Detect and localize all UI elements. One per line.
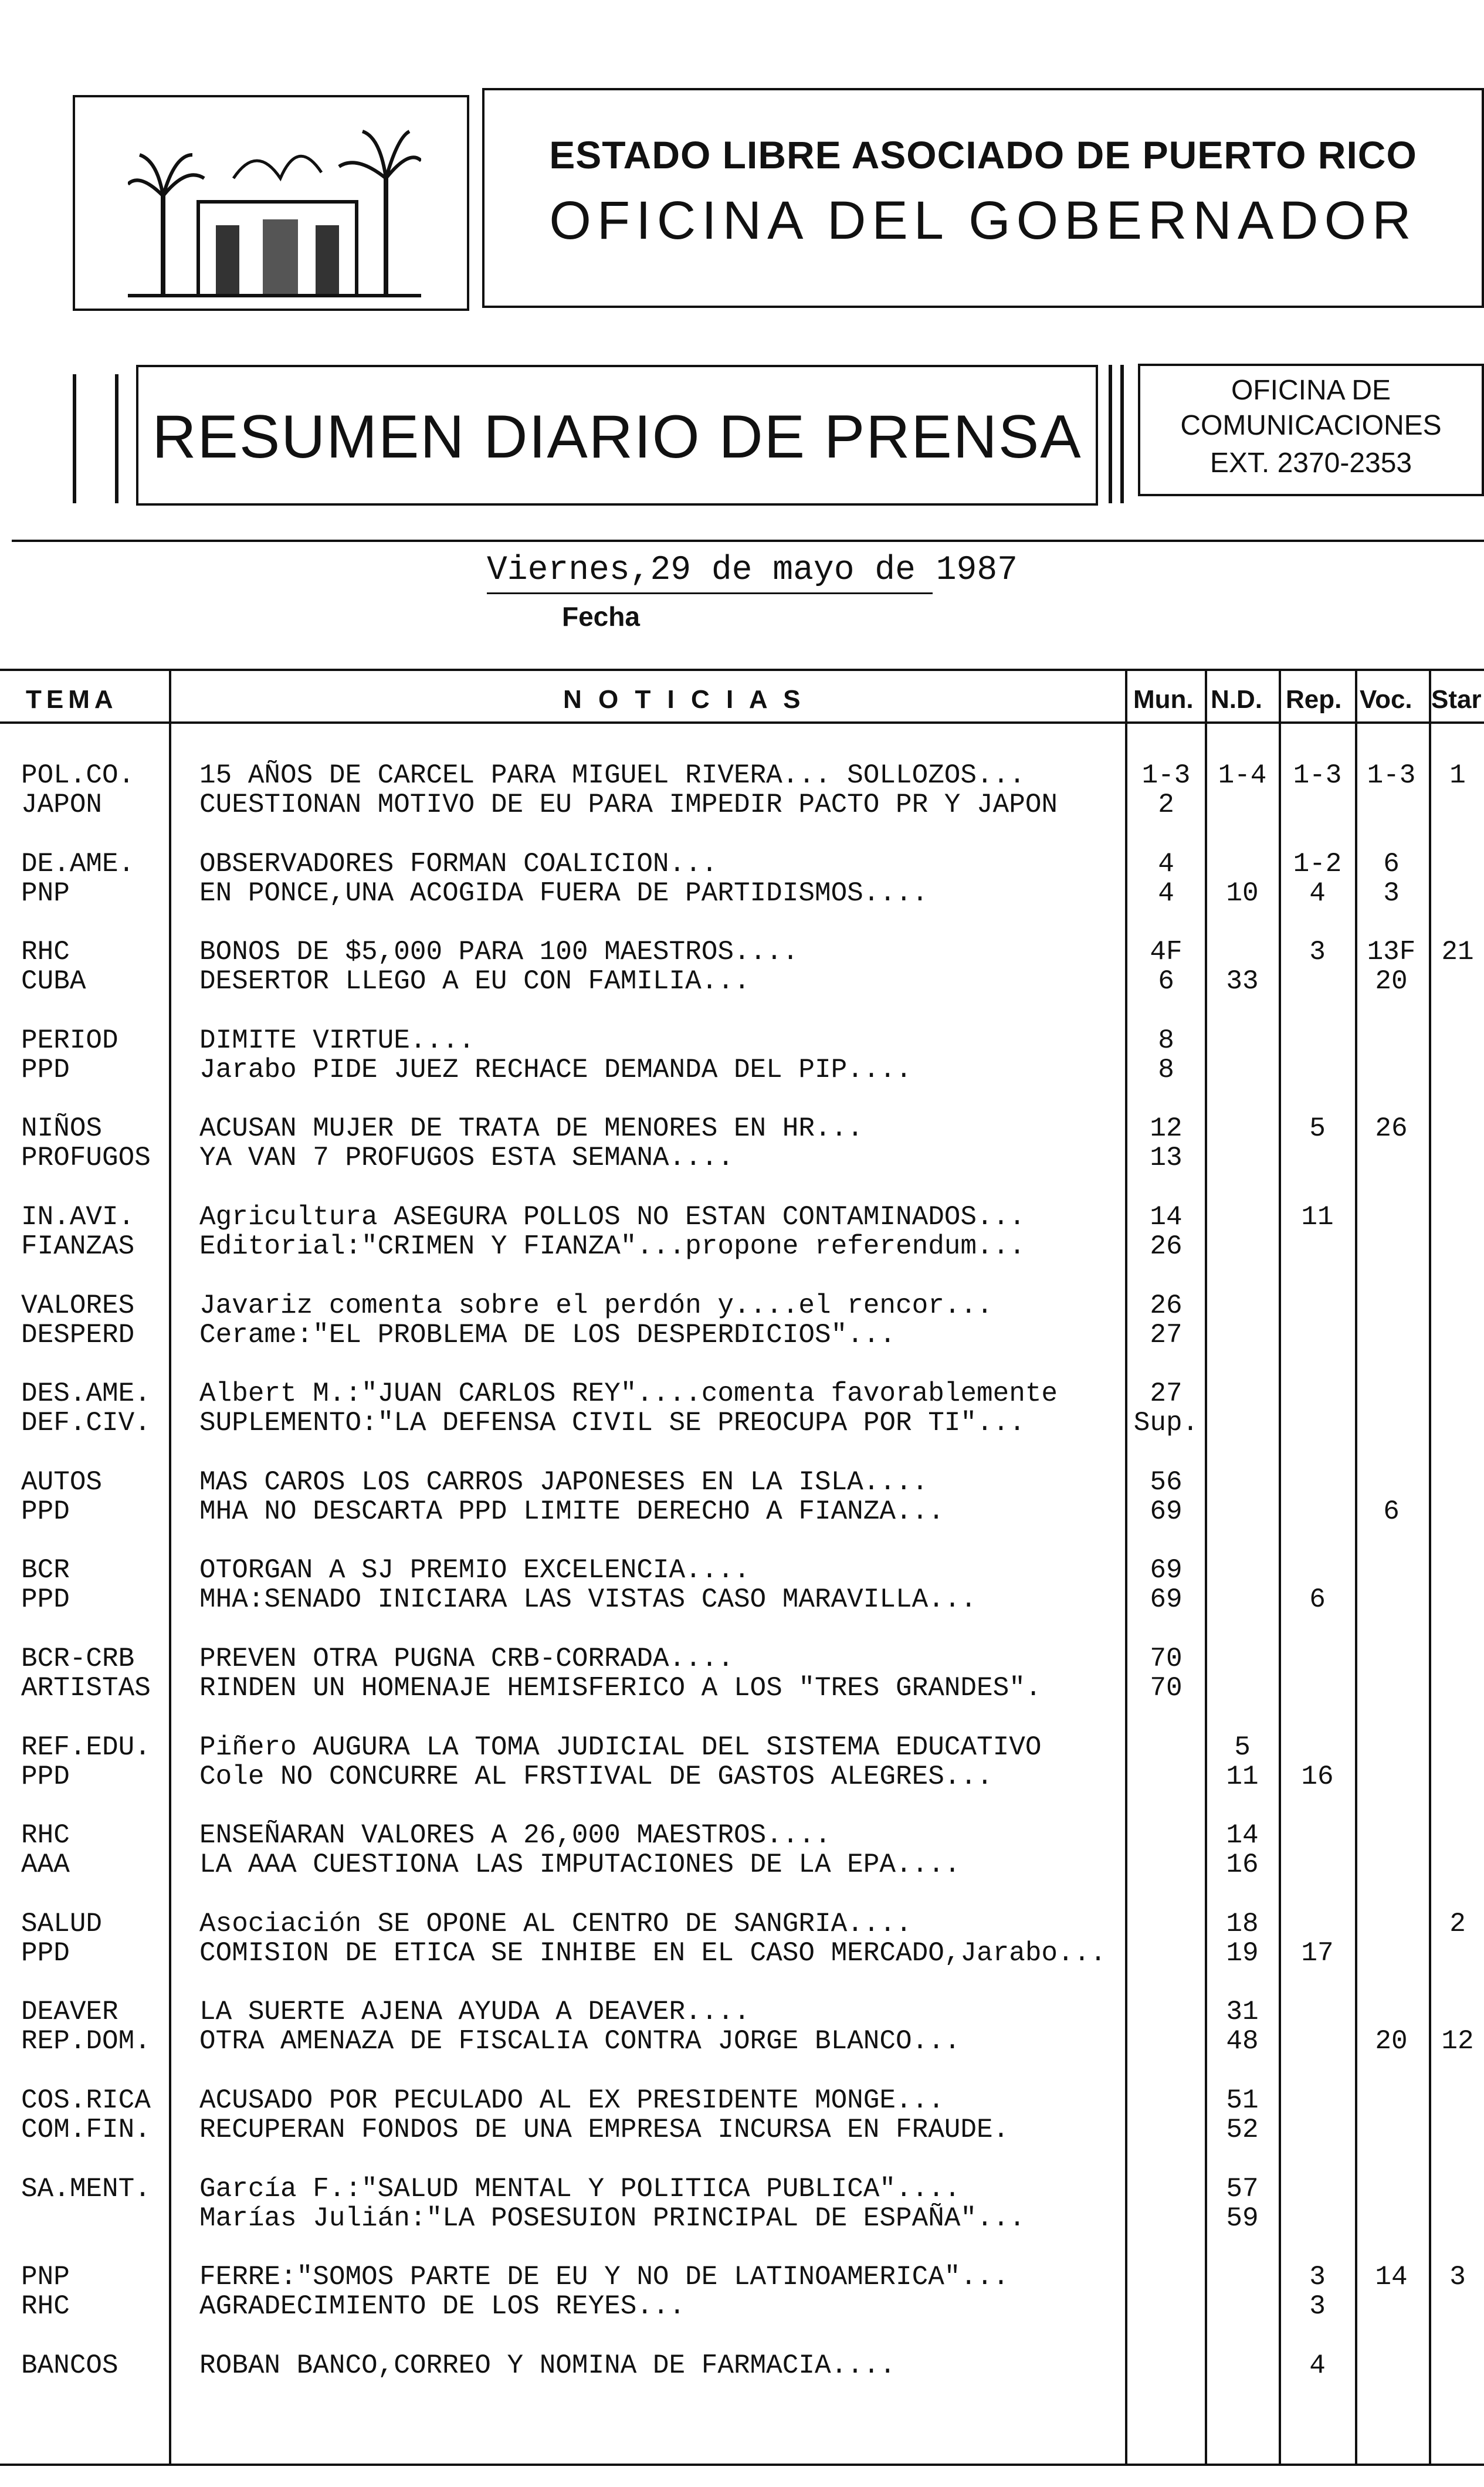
row-nd: 14 bbox=[1226, 1820, 1259, 1851]
row-rep: 4 bbox=[1309, 877, 1326, 909]
row-noticia: COMISION DE ETICA SE INHIBE EN EL CASO MERCADO,Jarabo... bbox=[199, 1937, 1106, 1968]
row-tema: BCR-CRB bbox=[21, 1644, 135, 1674]
row-voc: 26 bbox=[1375, 1113, 1408, 1144]
government-name: ESTADO LIBRE ASOCIADO DE PUERTO RICO bbox=[549, 133, 1417, 177]
row-noticia: RECUPERAN FONDOS DE UNA EMPRESA INCURSA EN FRAUDE. bbox=[199, 2115, 1009, 2145]
row-mun: 4 bbox=[1158, 848, 1174, 879]
row-mun: 4F bbox=[1150, 937, 1183, 968]
row-mun: 1-3 bbox=[1141, 760, 1191, 791]
row-rep: 3 bbox=[1309, 2291, 1326, 2322]
row-mun: 26 bbox=[1150, 1290, 1183, 1321]
communications-box bbox=[1138, 364, 1484, 496]
row-mun: 13 bbox=[1150, 1143, 1183, 1174]
row-rep: 3 bbox=[1309, 937, 1326, 968]
row-tema: AUTOS bbox=[21, 1466, 103, 1497]
row-star: 2 bbox=[1449, 1908, 1466, 1939]
row-nd: 33 bbox=[1226, 966, 1259, 997]
office-label: OFICINA DE bbox=[1231, 375, 1391, 406]
row-tema: NIÑOS bbox=[21, 1113, 103, 1144]
row-nd: 52 bbox=[1226, 2115, 1259, 2145]
extension-label: EXT. 2370-2353 bbox=[1209, 448, 1412, 479]
row-tema: DEF.CIV. bbox=[21, 1408, 151, 1439]
row-noticia: Marías Julián:"LA POSESUION PRINCIPAL DE ESPAÑA"... bbox=[199, 2203, 1025, 2234]
communications-label: COMUNICACIONES bbox=[1180, 410, 1442, 441]
seal-logo-box bbox=[73, 95, 469, 311]
row-tema: PPD bbox=[21, 1761, 70, 1792]
row-noticia: Piñero AUGURA LA TOMA JUDICIAL DEL SISTEMA EDUCATIVO bbox=[199, 1732, 1042, 1763]
row-mun: 69 bbox=[1150, 1584, 1183, 1615]
row-noticia: García F.:"SALUD MENTAL Y POLITICA PUBLICA".... bbox=[199, 2173, 961, 2204]
row-noticia: SUPLEMENTO:"LA DEFENSA CIVIL SE PREOCUPA POR TI"... bbox=[199, 1408, 1025, 1439]
row-tema: ARTISTAS bbox=[21, 1673, 151, 1703]
row-rep: 11 bbox=[1301, 1202, 1334, 1232]
table-bottom-border bbox=[0, 2464, 1484, 2466]
row-rep: 1-2 bbox=[1293, 848, 1342, 879]
row-voc: 1-3 bbox=[1367, 760, 1416, 791]
row-tema: DE.AME. bbox=[21, 848, 135, 879]
row-noticia: MHA:SENADO INICIARA LAS VISTAS CASO MARAVILLA... bbox=[199, 1584, 977, 1615]
row-voc: 6 bbox=[1383, 1496, 1400, 1527]
row-nd: 19 bbox=[1226, 1937, 1259, 1968]
row-tema: SA.MENT. bbox=[21, 2173, 151, 2204]
row-rep: 16 bbox=[1301, 1761, 1334, 1792]
header-tema: TEMA bbox=[26, 685, 118, 714]
row-mun: 8 bbox=[1158, 1025, 1174, 1056]
row-noticia: Editorial:"CRIMEN Y FIANZA"...propone referendum... bbox=[199, 1231, 1025, 1262]
row-mun: 2 bbox=[1158, 790, 1174, 820]
header-mun: Mun. bbox=[1133, 685, 1194, 714]
row-noticia: OBSERVADORES FORMAN COALICION... bbox=[199, 848, 718, 879]
row-voc: 13F bbox=[1367, 937, 1416, 968]
row-star: 3 bbox=[1449, 2262, 1466, 2293]
row-nd: 51 bbox=[1226, 2085, 1259, 2116]
row-rep: 17 bbox=[1301, 1937, 1334, 1968]
banner-rule bbox=[1109, 365, 1112, 503]
row-noticia: FERRE:"SOMOS PARTE DE EU Y NO DE LATINOAMERICA"... bbox=[199, 2262, 1009, 2293]
row-tema: PPD bbox=[21, 1584, 70, 1615]
row-tema: DES.AME. bbox=[21, 1378, 151, 1409]
row-nd: 31 bbox=[1226, 1997, 1259, 2028]
row-mun: 6 bbox=[1158, 966, 1174, 997]
row-noticia: RINDEN UN HOMENAJE HEMISFERICO A LOS "TRES GRANDES". bbox=[199, 1673, 1042, 1703]
row-tema: COS.RICA bbox=[21, 2085, 151, 2116]
row-tema: DESPERD bbox=[21, 1319, 135, 1350]
row-nd: 1-4 bbox=[1218, 760, 1267, 791]
row-noticia: OTORGAN A SJ PREMIO EXCELENCIA.... bbox=[199, 1555, 750, 1586]
row-voc: 6 bbox=[1383, 848, 1400, 879]
row-tema: PERIOD bbox=[21, 1025, 118, 1056]
row-noticia: YA VAN 7 PROFUGOS ESTA SEMANA.... bbox=[199, 1143, 734, 1174]
row-rep: 5 bbox=[1309, 1113, 1326, 1144]
row-tema: PPD bbox=[21, 1496, 70, 1527]
header-rep: Rep. bbox=[1286, 685, 1342, 714]
row-rep: 1-3 bbox=[1293, 760, 1342, 791]
row-tema: RHC bbox=[21, 2291, 70, 2322]
row-noticia: DIMITE VIRTUE.... bbox=[199, 1025, 475, 1056]
row-voc: 20 bbox=[1375, 966, 1408, 997]
row-rep: 3 bbox=[1309, 2262, 1326, 2293]
row-tema: PROFUGOS bbox=[21, 1143, 151, 1174]
row-noticia: PREVEN OTRA PUGNA CRB-CORRADA.... bbox=[199, 1644, 734, 1674]
row-tema: PPD bbox=[21, 1937, 70, 1968]
row-tema: CUBA bbox=[21, 966, 86, 997]
column-divider bbox=[169, 669, 171, 2464]
row-nd: 57 bbox=[1226, 2173, 1259, 2204]
banner-rule bbox=[115, 374, 118, 503]
row-noticia: Cole NO CONCURRE AL FRSTIVAL DE GASTOS ALEGRES... bbox=[199, 1761, 993, 1792]
header-divider bbox=[12, 540, 1484, 542]
report-date: Viernes,29 de mayo de 1987 bbox=[487, 551, 1018, 589]
header-star: Star bbox=[1431, 685, 1482, 714]
row-noticia: EN PONCE,UNA ACOGIDA FUERA DE PARTIDISMOS.... bbox=[199, 877, 929, 909]
row-noticia: CUESTIONAN MOTIVO DE EU PARA IMPEDIR PACTO PR Y JAPON bbox=[199, 790, 1058, 820]
row-tema: SALUD bbox=[21, 1908, 103, 1939]
row-noticia: Asociación SE OPONE AL CENTRO DE SANGRIA.... bbox=[199, 1908, 912, 1939]
row-mun: 26 bbox=[1150, 1231, 1183, 1262]
row-tema: RHC bbox=[21, 1820, 70, 1851]
row-tema: REP.DOM. bbox=[21, 2026, 151, 2057]
row-mun: 69 bbox=[1150, 1496, 1183, 1527]
row-tema: AAA bbox=[21, 1849, 70, 1881]
row-mun: 14 bbox=[1150, 1202, 1183, 1232]
row-tema: JAPON bbox=[21, 790, 103, 820]
row-star: 1 bbox=[1449, 760, 1466, 791]
table-header-border bbox=[0, 721, 1484, 724]
row-noticia: OTRA AMENAZA DE FISCALIA CONTRA JORGE BLANCO... bbox=[199, 2026, 961, 2057]
table-top-border bbox=[0, 669, 1484, 671]
row-nd: 18 bbox=[1226, 1908, 1259, 1939]
row-noticia: Agricultura ASEGURA POLLOS NO ESTAN CONTAMINADOS... bbox=[199, 1202, 1025, 1232]
row-mun: 12 bbox=[1150, 1113, 1183, 1144]
row-noticia: Cerame:"EL PROBLEMA DE LOS DESPERDICIOS"... bbox=[199, 1319, 896, 1350]
row-mun: 8 bbox=[1158, 1054, 1174, 1085]
header-noticias: N O T I C I A S bbox=[563, 685, 805, 714]
row-star: 12 bbox=[1441, 2026, 1474, 2057]
row-mun: 56 bbox=[1150, 1466, 1183, 1497]
row-tema: PNP bbox=[21, 877, 70, 909]
row-nd: 16 bbox=[1226, 1849, 1259, 1881]
row-nd: 48 bbox=[1226, 2026, 1259, 2057]
row-mun: 27 bbox=[1150, 1319, 1183, 1350]
row-voc: 3 bbox=[1383, 877, 1400, 909]
row-tema: PNP bbox=[21, 2262, 70, 2293]
government-title-box bbox=[482, 88, 1484, 308]
row-mun: Sup. bbox=[1133, 1408, 1199, 1439]
row-mun: 70 bbox=[1150, 1644, 1183, 1674]
row-nd: 10 bbox=[1226, 877, 1259, 909]
banner-rule bbox=[1120, 365, 1124, 503]
row-noticia: ACUSADO POR PECULADO AL EX PRESIDENTE MONGE... bbox=[199, 2085, 944, 2116]
date-label: Fecha bbox=[562, 601, 640, 632]
row-rep: 4 bbox=[1309, 2350, 1326, 2381]
header-voc: Voc. bbox=[1360, 685, 1412, 714]
row-noticia: MAS CAROS LOS CARROS JAPONESES EN LA ISLA.... bbox=[199, 1466, 929, 1497]
palm-building-logo-icon bbox=[128, 108, 421, 301]
summary-title: RESUMEN DIARIO DE PRENSA bbox=[152, 403, 1082, 471]
row-noticia: Albert M.:"JUAN CARLOS REY"....comenta favorablemente bbox=[199, 1378, 1058, 1409]
row-voc: 14 bbox=[1375, 2262, 1408, 2293]
row-nd: 5 bbox=[1234, 1732, 1251, 1763]
date-underline bbox=[487, 592, 933, 594]
row-voc: 20 bbox=[1375, 2026, 1408, 2057]
row-tema: DEAVER bbox=[21, 1997, 118, 2028]
row-noticia: Javariz comenta sobre el perdón y....el rencor... bbox=[199, 1290, 993, 1321]
office-name: OFICINA DEL GOBERNADOR bbox=[549, 191, 1417, 250]
row-mun: 27 bbox=[1150, 1378, 1183, 1409]
row-tema: COM.FIN. bbox=[21, 2115, 151, 2145]
row-noticia: LA SUERTE AJENA AYUDA A DEAVER.... bbox=[199, 1997, 750, 2028]
row-tema: RHC bbox=[21, 937, 70, 968]
row-star: 21 bbox=[1441, 937, 1474, 968]
row-nd: 11 bbox=[1226, 1761, 1259, 1792]
row-tema: PPD bbox=[21, 1054, 70, 1085]
row-noticia: DESERTOR LLEGO A EU CON FAMILIA... bbox=[199, 966, 750, 997]
row-mun: 70 bbox=[1150, 1673, 1183, 1703]
row-tema: VALORES bbox=[21, 1290, 135, 1321]
row-noticia: ENSEÑARAN VALORES A 26,000 MAESTROS.... bbox=[199, 1820, 831, 1851]
row-tema: IN.AVI. bbox=[21, 1202, 135, 1232]
row-noticia: LA AAA CUESTIONA LAS IMPUTACIONES DE LA EPA.... bbox=[199, 1849, 961, 1881]
row-tema: REF.EDU. bbox=[21, 1732, 151, 1763]
row-noticia: MHA NO DESCARTA PPD LIMITE DERECHO A FIANZA... bbox=[199, 1496, 944, 1527]
row-tema: FIANZAS bbox=[21, 1231, 135, 1262]
row-noticia: ROBAN BANCO,CORREO Y NOMINA DE FARMACIA.... bbox=[199, 2350, 896, 2381]
header-nd: N.D. bbox=[1211, 685, 1262, 714]
row-mun: 69 bbox=[1150, 1555, 1183, 1586]
banner-rule bbox=[73, 374, 76, 503]
row-nd: 59 bbox=[1226, 2203, 1259, 2234]
row-noticia: BONOS DE $5,000 PARA 100 MAESTROS.... bbox=[199, 937, 799, 968]
row-tema: BCR bbox=[21, 1555, 70, 1586]
row-rep: 6 bbox=[1309, 1584, 1326, 1615]
row-tema: BANCOS bbox=[21, 2350, 118, 2381]
row-noticia: ACUSAN MUJER DE TRATA DE MENORES EN HR... bbox=[199, 1113, 863, 1144]
row-tema: POL.CO. bbox=[21, 760, 135, 791]
summary-banner bbox=[136, 365, 1098, 506]
row-noticia: Jarabo PIDE JUEZ RECHACE DEMANDA DEL PIP.... bbox=[199, 1054, 912, 1085]
row-noticia: AGRADECIMIENTO DE LOS REYES... bbox=[199, 2291, 686, 2322]
row-mun: 4 bbox=[1158, 877, 1174, 909]
row-noticia: 15 AÑOS DE CARCEL PARA MIGUEL RIVERA... SOLLOZOS... bbox=[199, 760, 1025, 791]
